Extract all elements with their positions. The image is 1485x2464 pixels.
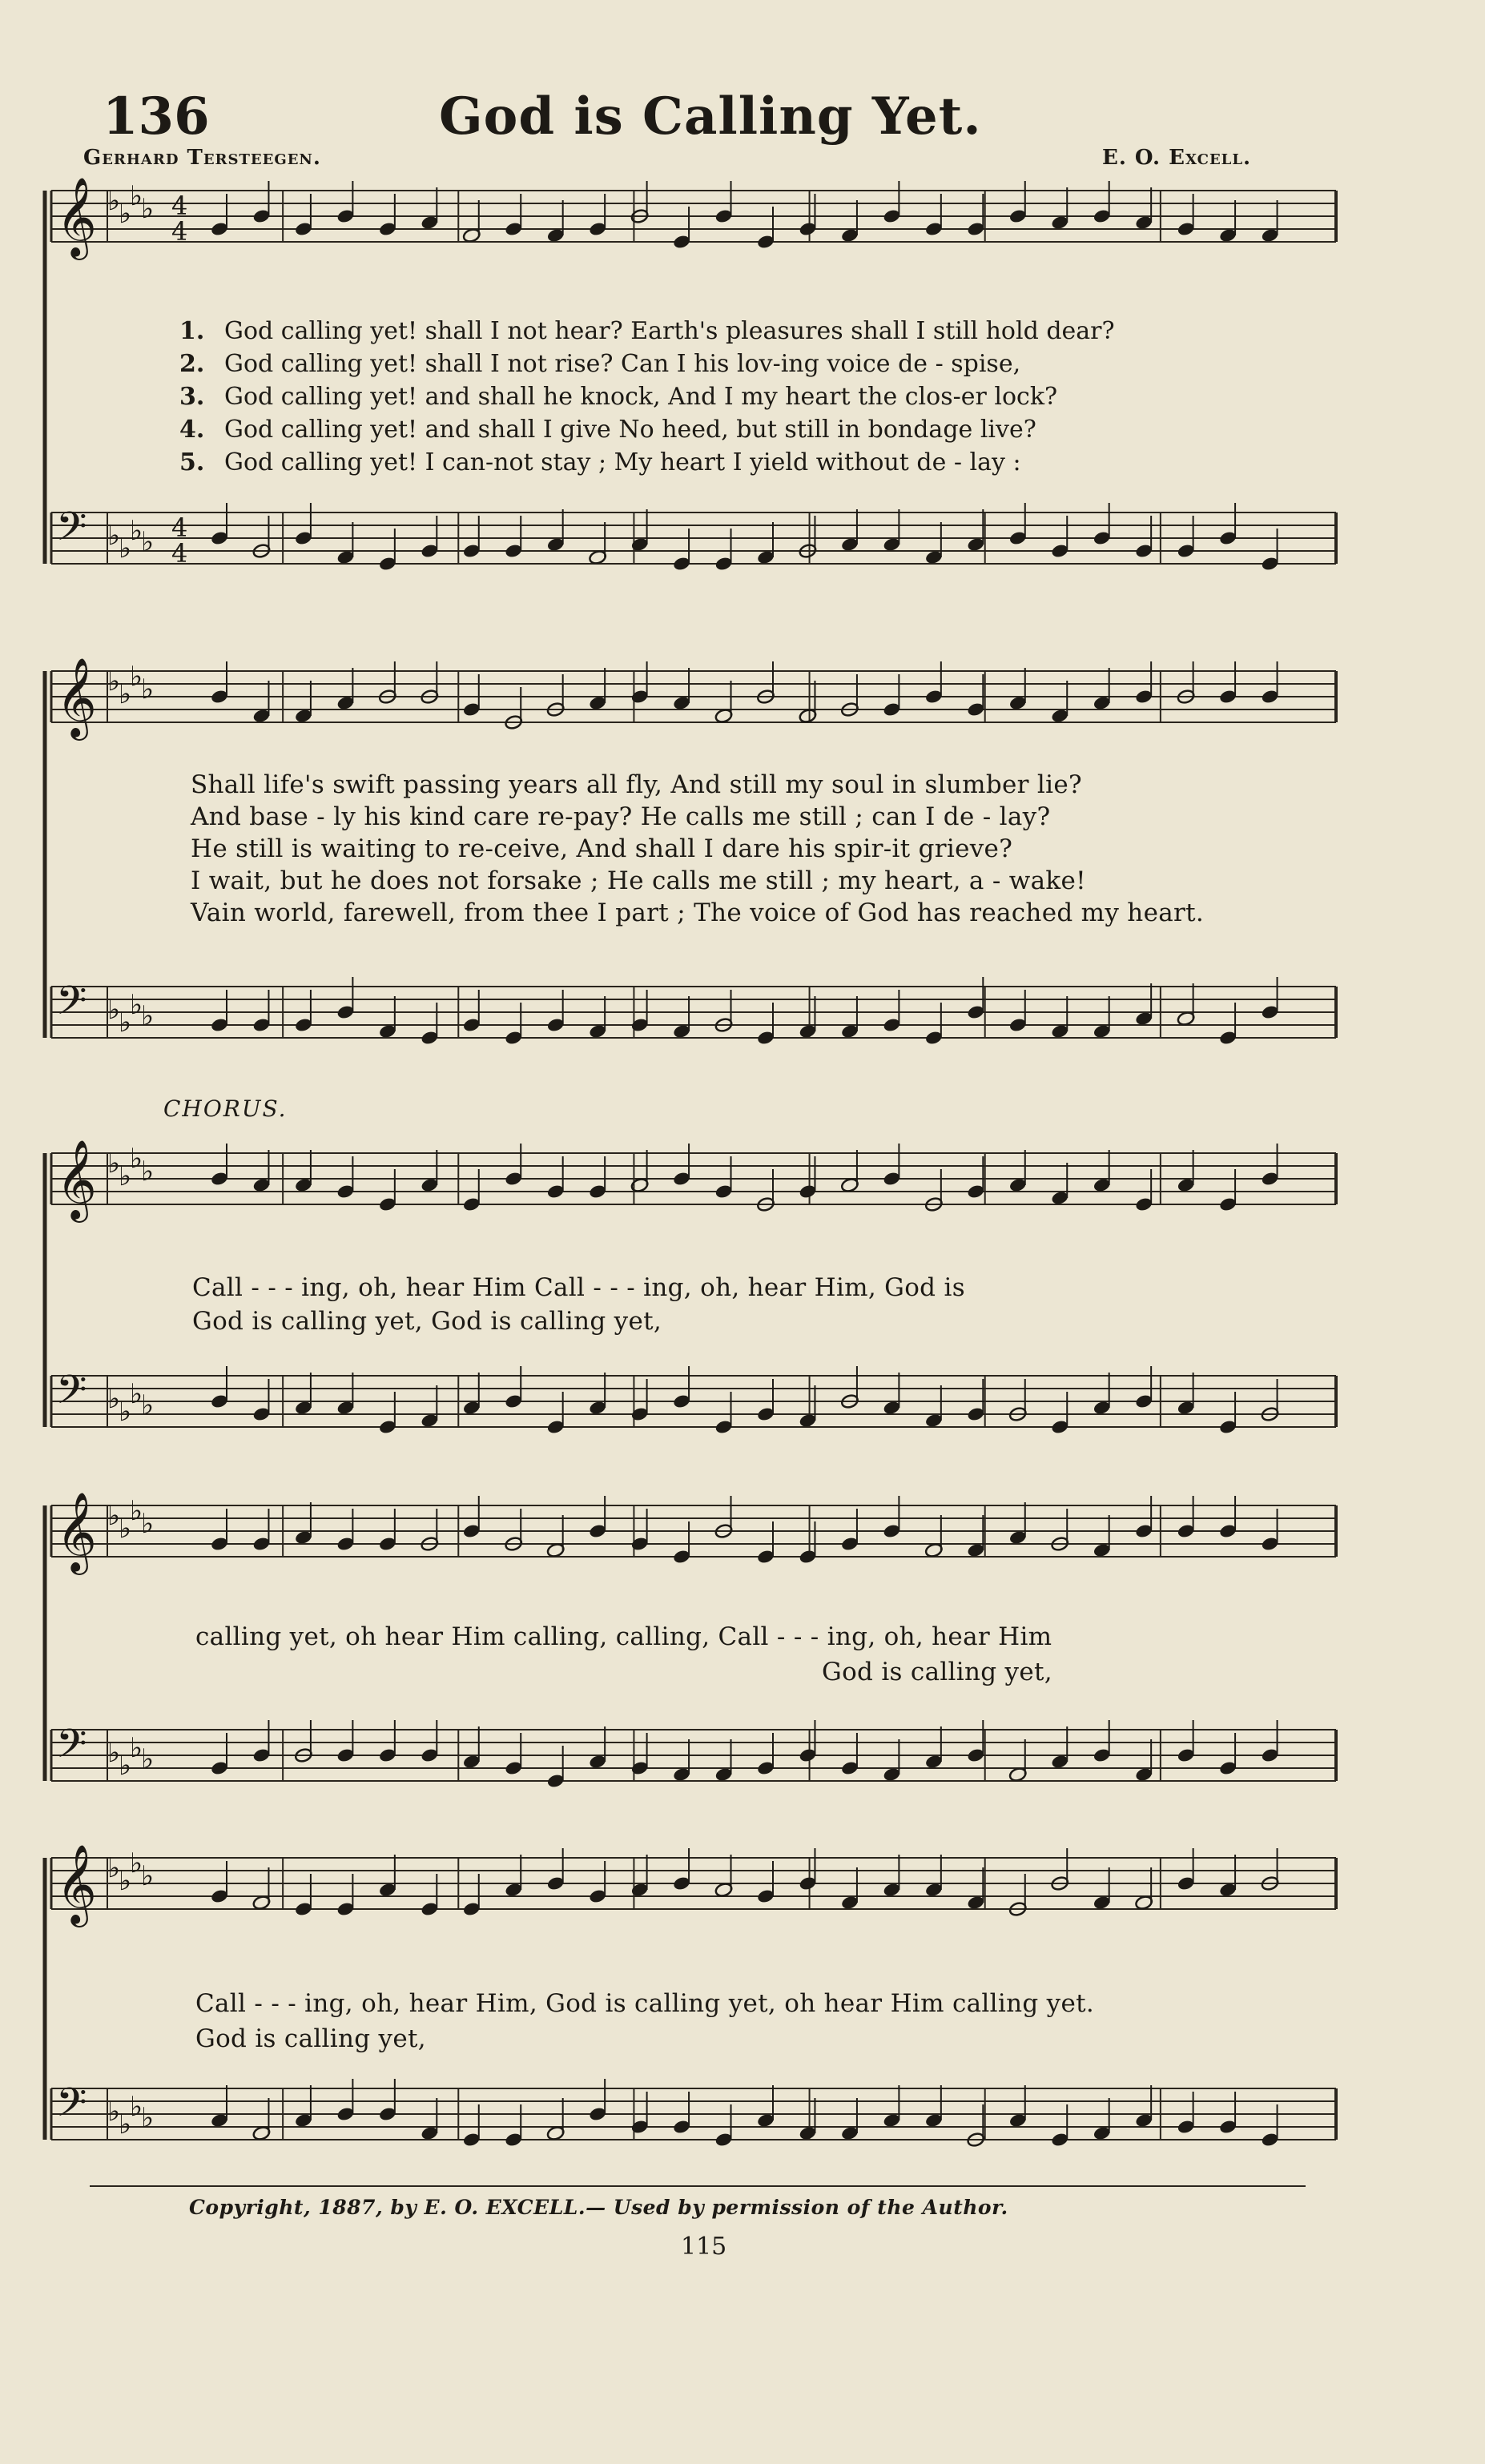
flat-sign-icon: ♭ xyxy=(119,2108,132,2140)
time-signature: 4 xyxy=(171,538,188,569)
lyric-line: Shall life's swift passing years all fly, And still my soul in slumber lie? xyxy=(191,770,1082,799)
flat-sign-icon: ♭ xyxy=(119,1007,132,1039)
verse-line: 1. God calling yet! shall I not hear? Earth's pleasures shall I still hold dear? xyxy=(179,317,1115,345)
flat-sign-icon: ♭ xyxy=(141,526,155,558)
treble-clef-icon: 𝄞 xyxy=(56,1844,97,1924)
flat-sign-icon: ♭ xyxy=(119,1160,132,1192)
lyricist-credit: Gerhard Tersteegen. xyxy=(83,146,321,170)
flat-sign-icon: ♭ xyxy=(107,1148,121,1180)
flat-sign-icon: ♭ xyxy=(130,1732,143,1764)
lyric-line: He still is waiting to re-ceive, And shall I dare his spir-it grieve? xyxy=(191,834,1013,863)
copyright-notice: Copyright, 1887, by E. O. EXCELL.— Used by permission of the Author. xyxy=(189,2196,1008,2219)
flat-sign-icon: ♭ xyxy=(130,1143,143,1175)
composer-credit: E. O. Excell. xyxy=(1102,146,1252,170)
verse-line: 2. God calling yet! shall I not rise? Can I his lov-ing voice de - spise, xyxy=(179,350,1021,378)
chorus-lyric-2: calling yet, oh hear Him calling, calling, Call - - - ing, oh, hear Him xyxy=(195,1622,1052,1651)
flat-sign-icon: ♭ xyxy=(130,1495,143,1527)
flat-sign-icon: ♭ xyxy=(119,1865,132,1897)
chorus-lyric-2b: God is calling yet, xyxy=(822,1658,1052,1686)
hymn-title: God is Calling Yet. xyxy=(439,86,982,147)
flat-sign-icon: ♭ xyxy=(107,1500,121,1532)
bass-clef-icon: 𝄢 xyxy=(56,504,87,560)
verse-line: 4. God calling yet! and shall I give No heed, but still in bondage live? xyxy=(179,416,1036,444)
bass-clef-icon: 𝄢 xyxy=(56,978,87,1034)
flat-sign-icon: ♭ xyxy=(119,198,132,230)
flat-sign-icon: ♭ xyxy=(107,994,121,1026)
chorus-lyric-1: Call - - - ing, oh, hear Him Call - - - ing, oh, hear Him, God is xyxy=(192,1273,965,1302)
flat-sign-icon: ♭ xyxy=(107,1852,121,1884)
treble-clef-icon: 𝄞 xyxy=(56,1140,97,1220)
bass-clef-icon: 𝄢 xyxy=(56,1367,87,1423)
flat-sign-icon: ♭ xyxy=(130,661,143,693)
flat-sign-icon: ♭ xyxy=(130,1378,143,1410)
verse-line: 3. God calling yet! and shall he knock, And I my heart the clos-er lock? xyxy=(179,383,1058,411)
lyric-line: Vain world, farewell, from thee I part ; The voice of God has reached my heart. xyxy=(191,898,1205,927)
treble-clef-icon: 𝄞 xyxy=(56,657,97,738)
flat-sign-icon: ♭ xyxy=(107,2096,121,2128)
bass-clef-icon: 𝄢 xyxy=(56,2080,87,2136)
verses-block xyxy=(179,317,1115,476)
flat-sign-icon: ♭ xyxy=(119,678,132,710)
flat-sign-icon: ♭ xyxy=(107,185,121,217)
verse-line: 5. God calling yet! I can-not stay ; My heart I yield without de - lay : xyxy=(179,448,1021,476)
bass-clef-icon: 𝄢 xyxy=(56,1721,87,1777)
chorus-lyric-3b: God is calling yet, xyxy=(195,2024,426,2053)
time-signature: 4 xyxy=(171,216,188,247)
flat-sign-icon: ♭ xyxy=(119,1396,132,1428)
treble-clef-icon: 𝄞 xyxy=(56,177,97,257)
treble-clef-icon: 𝄞 xyxy=(56,1492,97,1572)
flat-sign-icon: ♭ xyxy=(119,1513,132,1545)
chorus-label: CHORUS. xyxy=(163,1095,288,1122)
flat-sign-icon: ♭ xyxy=(141,1000,155,1032)
flat-sign-icon: ♭ xyxy=(130,989,143,1021)
lyric-line: I wait, but he does not forsake ; He calls me still ; my heart, a - wake! xyxy=(191,866,1086,895)
flat-sign-icon: ♭ xyxy=(107,665,121,697)
flat-sign-icon: ♭ xyxy=(141,1389,155,1421)
flat-sign-icon: ♭ xyxy=(130,2091,143,2123)
flat-sign-icon: ♭ xyxy=(107,1737,121,1769)
hymn-number: 136 xyxy=(103,86,210,147)
flat-sign-icon: ♭ xyxy=(119,533,132,565)
verses-second-half xyxy=(191,770,1204,927)
flat-sign-icon: ♭ xyxy=(141,2102,155,2134)
chorus-lyric-3: Call - - - ing, oh, hear Him, God is calling yet, oh hear Him calling yet. xyxy=(195,1989,1095,2018)
flat-sign-icon: ♭ xyxy=(141,1508,155,1540)
lyric-line: And base - ly his kind care re-pay? He calls me still ; can I de - lay? xyxy=(191,802,1051,831)
time-signature: 4 xyxy=(171,191,188,221)
page-number: 115 xyxy=(681,2233,727,2261)
flat-sign-icon: ♭ xyxy=(130,180,143,212)
flat-sign-icon: ♭ xyxy=(107,1383,121,1415)
flat-sign-icon: ♭ xyxy=(130,515,143,547)
flat-sign-icon: ♭ xyxy=(141,673,155,705)
flat-sign-icon: ♭ xyxy=(141,193,155,225)
flat-sign-icon: ♭ xyxy=(119,1750,132,1782)
flat-sign-icon: ♭ xyxy=(130,1847,143,1879)
flat-sign-icon: ♭ xyxy=(141,1156,155,1188)
chorus-lyric-1b: God is calling yet, God is calling yet, xyxy=(192,1307,662,1336)
flat-sign-icon: ♭ xyxy=(141,1860,155,1892)
flat-sign-icon: ♭ xyxy=(141,1743,155,1775)
time-signature: 4 xyxy=(171,512,188,543)
flat-sign-icon: ♭ xyxy=(107,520,121,552)
